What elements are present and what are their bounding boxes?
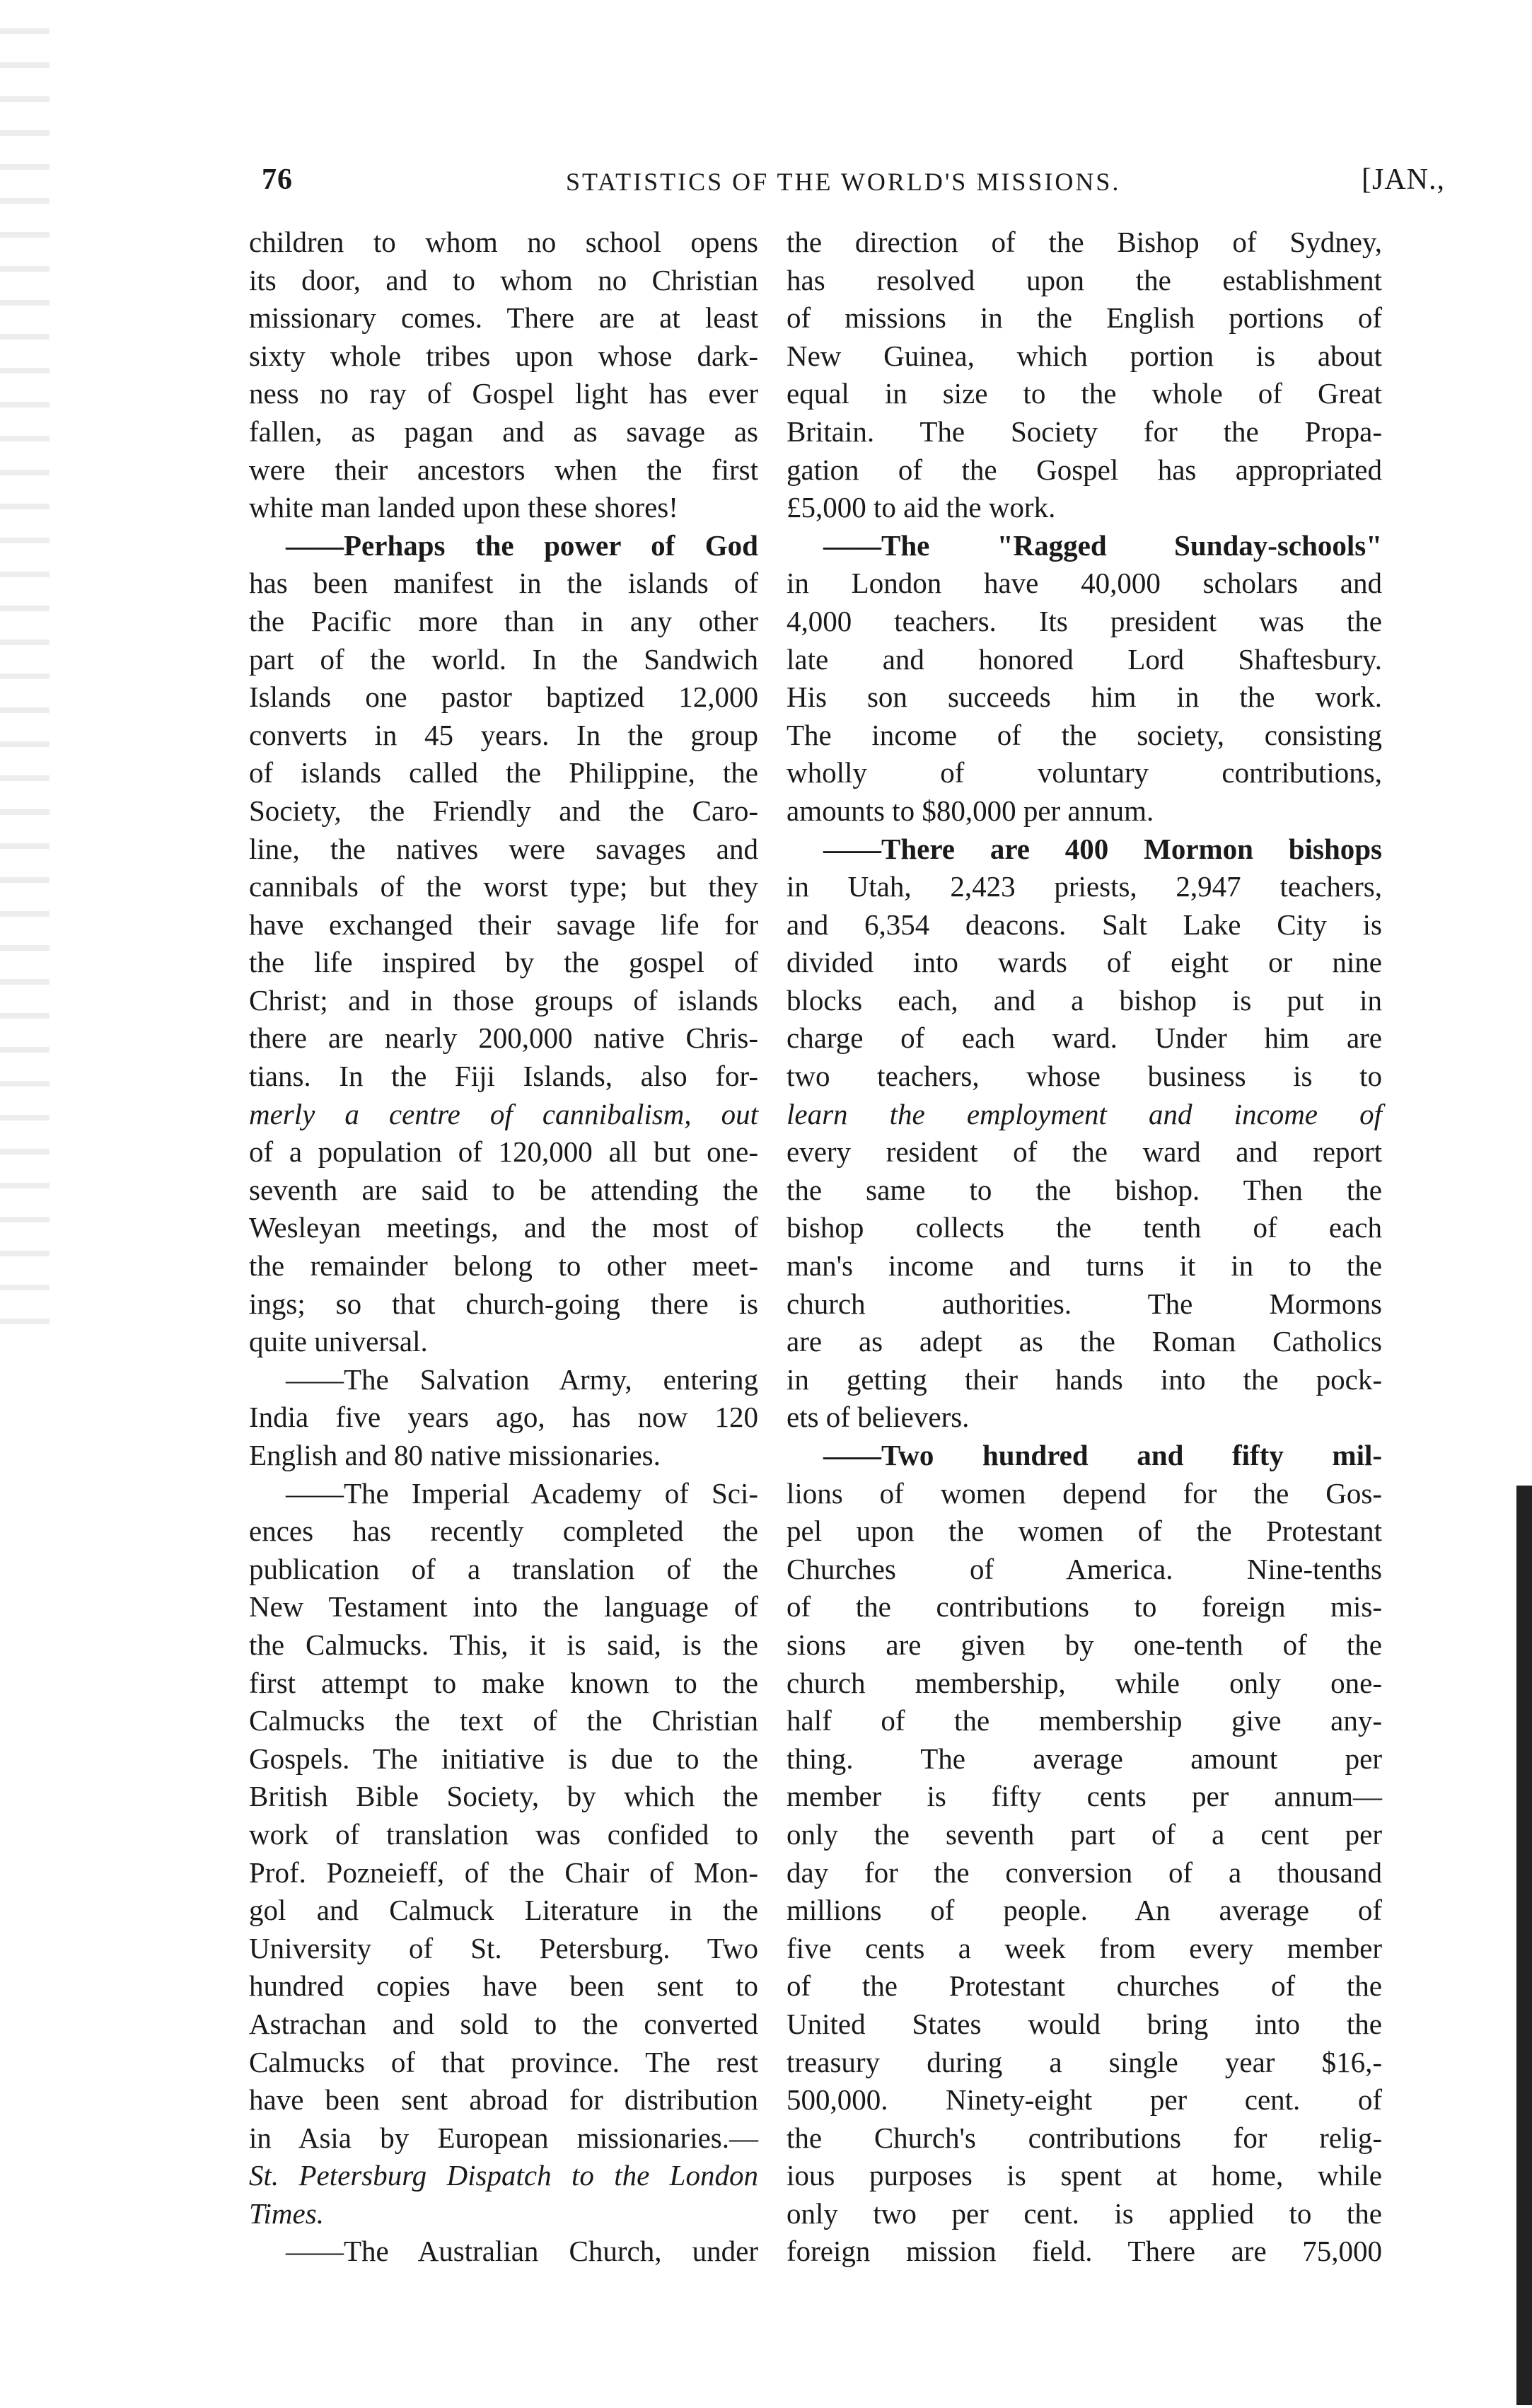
text-line: five cents a week from every member <box>787 1931 1382 1964</box>
text-line: ——The Salvation Army, entering <box>286 1362 758 1396</box>
text-line: half of the membership give any- <box>787 1704 1382 1737</box>
text-line: first attempt to make known to the <box>249 1666 758 1699</box>
text-line: Calmucks the text of the Christian <box>249 1704 758 1737</box>
text-line: ets of believers. <box>787 1401 970 1434</box>
text-line: British Bible Society, by which the <box>249 1780 758 1813</box>
text-line: the Pacific more than in any other <box>249 604 758 637</box>
text-line: and 6,354 deacons. Salt Lake City is <box>787 908 1382 941</box>
text-line: in getting their hands into the pock- <box>787 1362 1382 1396</box>
text-line: were their ancestors when the first <box>249 453 758 486</box>
text-line: of the Protestant churches of the <box>787 1969 1382 2003</box>
text-line: two teachers, whose business is to <box>787 1060 1382 1093</box>
text-line: Times. <box>249 2196 324 2230</box>
scan-edge-right <box>1516 1486 1532 2405</box>
text-line: Society, the Friendly and the Caro- <box>249 794 758 827</box>
text-line: Britain. The Society for the Propa- <box>787 415 1382 448</box>
text-line: church authorities. The Mormons <box>787 1287 1382 1320</box>
text-line: missionary comes. There are at least <box>249 301 758 335</box>
text-line: hundred copies have been sent to <box>249 1969 758 2003</box>
text-line: there are nearly 200,000 native Chris- <box>249 1021 758 1055</box>
text-line: The income of the society, consisting <box>787 718 1382 751</box>
text-line: of missions in the English portions of <box>787 301 1382 335</box>
text-line: only the seventh part of a cent per <box>787 1817 1382 1851</box>
text-line: Islands one pastor baptized 12,000 <box>249 681 758 714</box>
text-line: Calmucks of that province. The rest <box>249 2045 758 2078</box>
text-line: fallen, as pagan and as savage as <box>249 415 758 448</box>
text-line: every resident of the ward and report <box>787 1135 1382 1169</box>
text-line: bishop collects the tenth of each <box>787 1211 1382 1244</box>
text-line: the direction of the Bishop of Sydney, <box>787 226 1382 258</box>
page-header <box>0 163 1532 205</box>
text-line: late and honored Lord Shaftesbury. <box>787 642 1382 676</box>
text-line: thing. The average amount per <box>787 1742 1382 1775</box>
text-line: University of St. Petersburg. Two <box>249 1931 758 1964</box>
text-line: have exchanged their savage life for <box>249 908 758 941</box>
text-line: ences has recently completed the <box>249 1515 758 1548</box>
text-line: in London have 40,000 scholars and <box>787 567 1382 600</box>
text-line: are as adept as the Roman Catholics <box>787 1325 1382 1358</box>
text-line: Prof. Pozneieff, of the Chair of Mon- <box>249 1856 758 1889</box>
text-line: tians. In the Fiji Islands, also for- <box>249 1060 758 1093</box>
text-line: gation of the Gospel has appropriated <box>787 453 1382 486</box>
text-line: converts in 45 years. In the group <box>249 718 758 751</box>
text-line: equal in size to the whole of Great <box>787 377 1382 410</box>
text-line: ——The Imperial Academy of Sci- <box>286 1476 758 1510</box>
text-line: Churches of America. Nine-tenths <box>787 1552 1382 1585</box>
page-number: 76 <box>262 163 293 196</box>
text-line: ings; so that church-going there is <box>249 1287 758 1320</box>
text-line: ious purposes is spent at home, while <box>787 2159 1382 2192</box>
text-line: line, the natives were savages and <box>249 832 758 865</box>
text-line: day for the conversion of a thousand <box>787 1856 1382 1889</box>
text-line: sixty whole tribes upon whose dark- <box>249 339 758 372</box>
text-line: merly a centre of cannibalism, out <box>249 1097 758 1130</box>
text-line: 500,000. Ninety-eight per cent. of <box>787 2083 1382 2117</box>
text-line: member is fifty cents per annum— <box>787 1780 1382 1813</box>
text-line: ——There are 400 Mormon bishops <box>823 832 1382 865</box>
text-line: sions are given by one-tenth of the <box>787 1628 1382 1661</box>
text-line: lions of women depend for the Gos- <box>787 1476 1382 1510</box>
text-line: United States would bring into the <box>787 2007 1382 2040</box>
text-line: of a population of 120,000 all but one- <box>249 1135 758 1169</box>
text-line: New Testament into the language of <box>249 1590 758 1623</box>
text-line: Gospels. The initiative is due to the <box>249 1742 758 1775</box>
text-line: Astrachan and sold to the converted <box>249 2007 758 2040</box>
text-line: has been manifest in the islands of <box>249 567 758 600</box>
text-line: New Guinea, which portion is about <box>787 339 1382 372</box>
text-line: white man landed upon these shores! <box>249 491 678 524</box>
text-line: foreign mission field. There are 75,000 <box>787 2235 1382 2268</box>
text-line: St. Petersburg Dispatch to the London <box>249 2159 758 2192</box>
text-line: Christ; and in those groups of islands <box>249 983 758 1017</box>
text-line: has resolved upon the establishment <box>787 263 1382 296</box>
issue-date: [JAN., <box>1362 163 1445 196</box>
text-line: ——The Australian Church, under <box>286 2235 758 2268</box>
text-line: Wesleyan meetings, and the most of <box>249 1211 758 1244</box>
text-line: gol and Calmuck Literature in the <box>249 1894 758 1927</box>
text-line: man's income and turns it in to the <box>787 1249 1382 1283</box>
text-line: of the contributions to foreign mis- <box>787 1590 1382 1623</box>
text-line: quite universal. <box>249 1325 428 1358</box>
text-line: have been sent abroad for distribution <box>249 2083 758 2117</box>
text-line: learn the employment and income of <box>787 1097 1382 1130</box>
text-line: the remainder belong to other meet- <box>249 1249 758 1283</box>
text-line: treasury during a single year $16,- <box>787 2045 1382 2078</box>
text-line: the Church's contributions for relig- <box>787 2121 1382 2154</box>
text-line: wholly of voluntary contributions, <box>787 756 1382 789</box>
text-line: amounts to $80,000 per annum. <box>787 794 1154 827</box>
text-line: the Calmucks. This, it is said, is the <box>249 1628 758 1661</box>
text-line: India five years ago, has now 120 <box>249 1401 758 1434</box>
text-line: in Utah, 2,423 priests, 2,947 teachers, <box>787 870 1382 903</box>
text-line: millions of people. An average of <box>787 1894 1382 1927</box>
text-line: cannibals of the worst type; but they <box>249 870 758 903</box>
text-line: the life inspired by the gospel of <box>249 946 758 979</box>
text-line: ——Two hundred and fifty mil- <box>823 1439 1382 1471</box>
text-line: 4,000 teachers. Its president was the <box>787 604 1382 637</box>
left-column <box>249 224 758 2271</box>
text-line: only two per cent. is applied to the <box>787 2196 1382 2230</box>
text-line: seventh are said to be attending the <box>249 1173 758 1206</box>
text-line: blocks each, and a bishop is put in <box>787 983 1382 1017</box>
text-line: its door, and to whom no Christian <box>249 263 758 296</box>
text-line: charge of each ward. Under him are <box>787 1021 1382 1055</box>
text-line: children to whom no school opens <box>249 226 758 258</box>
right-column <box>787 224 1382 2271</box>
text-line: in Asia by European missionaries.— <box>249 2121 758 2154</box>
text-line: pel upon the women of the Protestant <box>787 1515 1382 1548</box>
text-line: the same to the bishop. Then the <box>787 1173 1382 1206</box>
text-line: His son succeeds him in the work. <box>787 681 1382 714</box>
text-line: English and 80 native missionaries. <box>249 1439 661 1471</box>
text-line: ness no ray of Gospel light has ever <box>249 377 758 410</box>
text-line: divided into wards of eight or nine <box>787 946 1382 979</box>
text-line: of islands called the Philippine, the <box>249 756 758 789</box>
text-line: publication of a translation of the <box>249 1552 758 1585</box>
text-line: part of the world. In the Sandwich <box>249 642 758 676</box>
text-line: ——The "Ragged Sunday-schools" <box>823 528 1382 562</box>
text-line: ——Perhaps the power of God <box>286 528 758 562</box>
text-line: church membership, while only one- <box>787 1666 1382 1699</box>
running-title: STATISTICS OF THE WORLD'S MISSIONS. <box>566 168 1121 196</box>
text-line: £5,000 to aid the work. <box>787 491 1056 524</box>
text-line: work of translation was confided to <box>249 1817 758 1851</box>
